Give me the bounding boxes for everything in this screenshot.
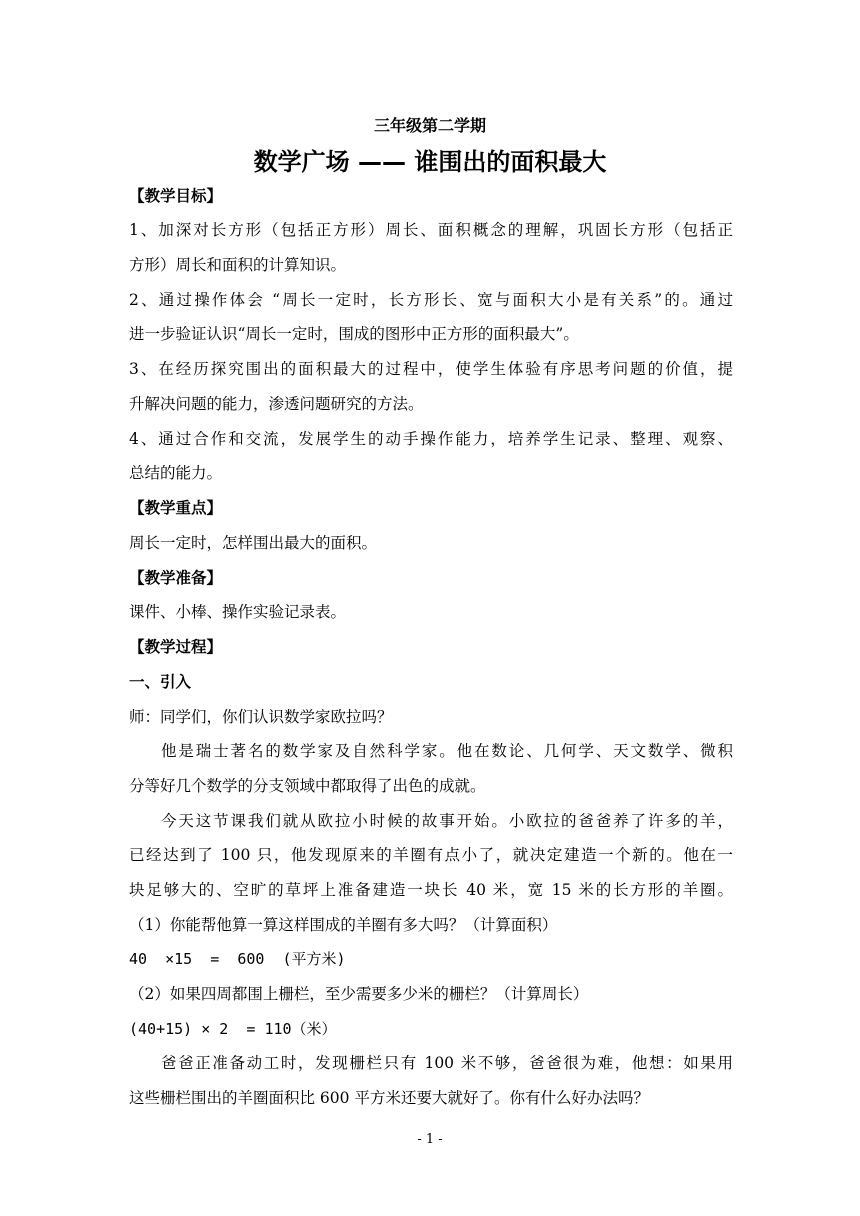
page-number: - 1 -: [417, 1132, 443, 1147]
teacher-question: 师：同学们，你们认识数学家欧拉吗？: [129, 708, 393, 726]
part-1-heading: 一、引入: [129, 673, 192, 691]
dad-paragraph-line-1: 爸爸正准备动工时，发现栅栏只有 100 米不够，爸爸很为难，他想：如果用: [161, 1054, 733, 1072]
goal-3-line-2: 升解决问题的能力，渗透问题研究的方法。: [129, 395, 424, 413]
goal-1-line-2: 方形）周长和面积的计算知识。: [129, 256, 347, 274]
euler-paragraph-line-2: 分等好几个数学的分支领域中都取得了出色的成就。: [129, 777, 486, 795]
story-paragraph-line-2: 已经达到了 100 只，他发现原来的羊圈有点小了，就决定建造一个新的。他在一: [129, 846, 733, 864]
goal-2-line-2: 进一步验证认识“周长一定时，围成的图形中正方形的面积最大”。: [129, 325, 579, 343]
story-paragraph-line-3: 块足够大的、空旷的草坪上准备建造一块长 40 米，宽 15 米的长方形的羊圈。: [129, 881, 733, 899]
section-heading-process: 【教学过程】: [129, 638, 223, 656]
goal-4-line-2: 总结的能力。: [129, 464, 223, 482]
goal-4-line-1: 4、通过合作和交流，发展学生的动手操作能力，培养学生记录、整理、观察、: [129, 430, 733, 448]
euler-paragraph-line-1: 他是瑞士著名的数学家及自然科学家。他在数论、几何学、天文数学、微积: [161, 742, 733, 760]
document-subtitle: 三年级第二学期: [373, 116, 486, 135]
goal-1-line-1: 1、加深对长方形（包括正方形）周长、面积概念的理解，巩固长方形（包括正: [129, 221, 733, 239]
section-heading-key-points: 【教学重点】: [129, 499, 223, 517]
document-title: 数学广场 —— 谁围出的面积最大: [253, 148, 607, 176]
goal-2-line-1: 2、通过操作体会 “周长一定时，长方形长、宽与面积大小是有关系”的。通过: [129, 291, 733, 309]
question-2: （2）如果四周都围上栅栏，至少需要多少米的栅栏？（计算周长）: [129, 985, 589, 1003]
story-paragraph-line-1: 今天这节课我们就从欧拉小时候的故事开始。小欧拉的爸爸养了许多的羊，: [161, 812, 733, 830]
preparation-text: 课件、小棒、操作实验记录表。: [129, 603, 347, 621]
section-heading-goals: 【教学目标】: [129, 187, 223, 205]
calculation-2: (40+15) × 2 = 110（米）: [129, 1020, 337, 1038]
section-heading-preparation: 【教学准备】: [129, 569, 223, 587]
calculation-1: 40 ×15 = 600 (平方米): [129, 950, 346, 968]
key-points-text: 周长一定时，怎样围出最大的面积。: [129, 534, 378, 552]
question-1: （1）你能帮他算一算这样围成的羊圈有多大吗？（计算面积）: [129, 916, 558, 934]
dad-paragraph-line-2: 这些栅栏围出的羊圈面积比 600 平方米还要大就好了。你有什么好办法吗？: [129, 1089, 649, 1107]
goal-3-line-1: 3、在经历探究围出的面积最大的过程中，使学生体验有序思考问题的价值，提: [129, 360, 733, 378]
